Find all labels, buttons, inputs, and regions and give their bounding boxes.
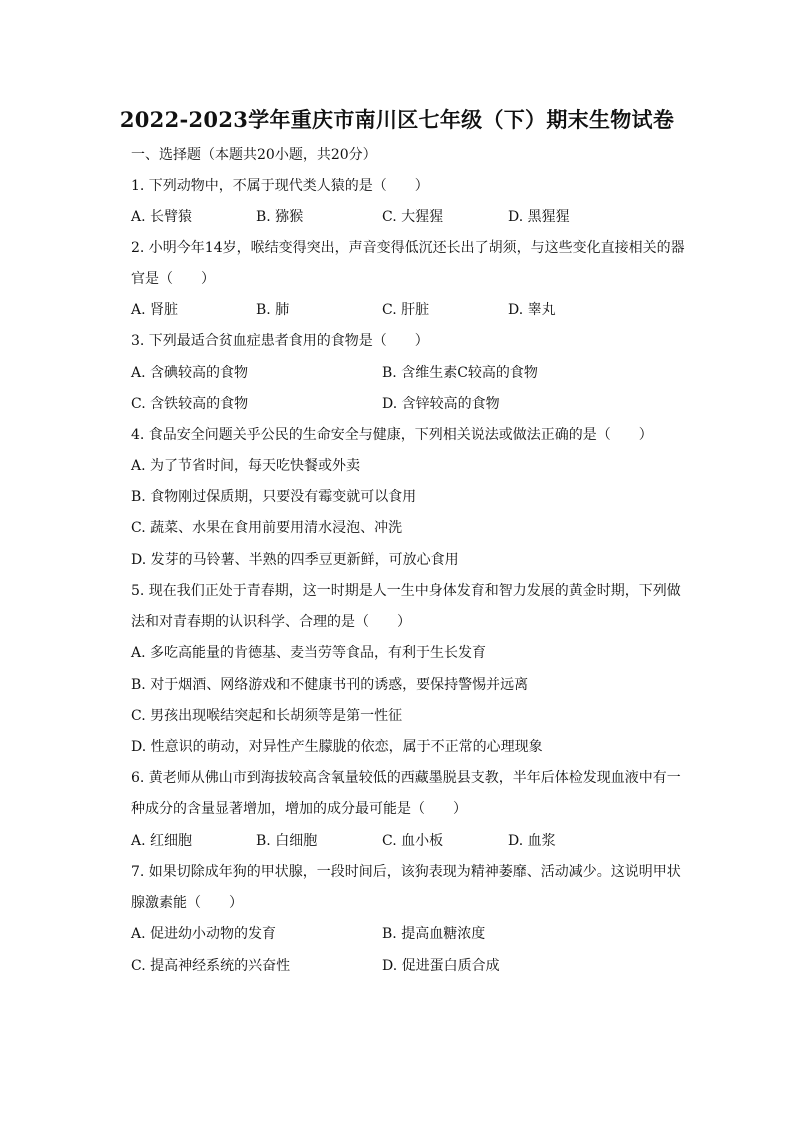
exam-title: 2022-2023学年重庆市南川区七年级（下）期末生物试卷 <box>119 107 675 132</box>
question-6-option-c: C. 血小板 <box>382 833 444 849</box>
question-7-stem-line-2: 腺激素能（ ） <box>131 895 243 911</box>
question-3-option-a: A. 含碘较高的食物 <box>131 365 249 381</box>
question-5-option-a: A. 多吃高能量的肯德基、麦当劳等食品，有利于生长发育 <box>131 645 487 661</box>
question-2-option-b: B. 肺 <box>256 302 290 318</box>
question-5-stem-line-2: 法和对青春期的认识科学、合理的是（ ） <box>131 614 411 630</box>
question-7-option-b: B. 提高血糖浓度 <box>382 926 486 942</box>
question-6-option-a: A. 红细胞 <box>131 833 193 849</box>
question-1-option-a: A. 长臂猿 <box>131 209 193 225</box>
question-2-option-a: A. 肾脏 <box>131 302 179 318</box>
question-5-option-d: D. 性意识的萌动，对异性产生朦胧的依恋，属于不正常的心理现象 <box>131 739 543 755</box>
question-6-option-b: B. 白细胞 <box>256 833 318 849</box>
question-4-stem: 4. 食品安全问题关乎公民的生命安全与健康，下列相关说法或做法正确的是（ ） <box>131 427 653 443</box>
question-4-option-d: D. 发芽的马铃薯、半熟的四季豆更新鲜，可放心食用 <box>131 552 459 568</box>
question-5-option-c: C. 男孩出现喉结突起和长胡须等是第一性征 <box>131 708 403 724</box>
question-6-stem-line-2: 种成分的含量显著增加，增加的成分最可能是（ ） <box>131 801 467 817</box>
section-heading: 一、选择题（本题共20小题，共20分） <box>131 147 377 163</box>
question-2-stem-line-2: 官是（ ） <box>131 271 215 287</box>
question-7-option-a: A. 促进幼小动物的发育 <box>131 926 277 942</box>
question-2-option-d: D. 睾丸 <box>508 302 556 318</box>
question-7-option-c: C. 提高神经系统的兴奋性 <box>131 958 291 974</box>
question-4-option-c: C. 蔬菜、水果在食用前要用清水浸泡、冲洗 <box>131 520 403 536</box>
question-5-option-b: B. 对于烟酒、网络游戏和不健康书刊的诱惑，要保持警惕并远离 <box>131 677 529 693</box>
question-3-option-d: D. 含锌较高的食物 <box>382 396 500 412</box>
question-7-option-d: D. 促进蛋白质合成 <box>382 958 500 974</box>
question-2-stem-line-1: 2. 小明今年14岁，喉结变得突出，声音变得低沉还长出了胡须，与这些变化直接相关的器 <box>131 240 685 256</box>
question-5-stem-line-1: 5. 现在我们正处于青春期，这一时期是人一生中身体发育和智力发展的黄金时期，下列做 <box>131 583 681 599</box>
question-6-option-d: D. 血浆 <box>508 833 556 849</box>
question-4-option-b: B. 食物刚过保质期，只要没有霉变就可以食用 <box>131 489 417 505</box>
question-1-option-b: B. 猕猴 <box>256 209 304 225</box>
question-2-option-c: C. 肝脏 <box>382 302 430 318</box>
question-1-option-c: C. 大猩猩 <box>382 209 444 225</box>
question-4-option-a: A. 为了节省时间，每天吃快餐或外卖 <box>131 458 361 474</box>
question-3-option-c: C. 含铁较高的食物 <box>131 396 249 412</box>
question-6-stem-line-1: 6. 黄老师从佛山市到海拔较高含氧量较低的西藏墨脱县支教，半年后体检发现血液中有一 <box>131 770 681 786</box>
question-3-stem: 3. 下列最适合贫血症患者食用的食物是（ ） <box>131 333 429 349</box>
question-3-option-b: B. 含维生素C较高的食物 <box>382 365 538 381</box>
question-7-stem-line-1: 7. 如果切除成年狗的甲状腺，一段时间后，该狗表现为精神萎靡、活动减少。这说明甲状 <box>131 864 681 880</box>
question-1-option-d: D. 黑猩猩 <box>508 209 570 225</box>
question-1-stem: 1. 下列动物中，不属于现代类人猿的是（ ） <box>131 178 429 194</box>
